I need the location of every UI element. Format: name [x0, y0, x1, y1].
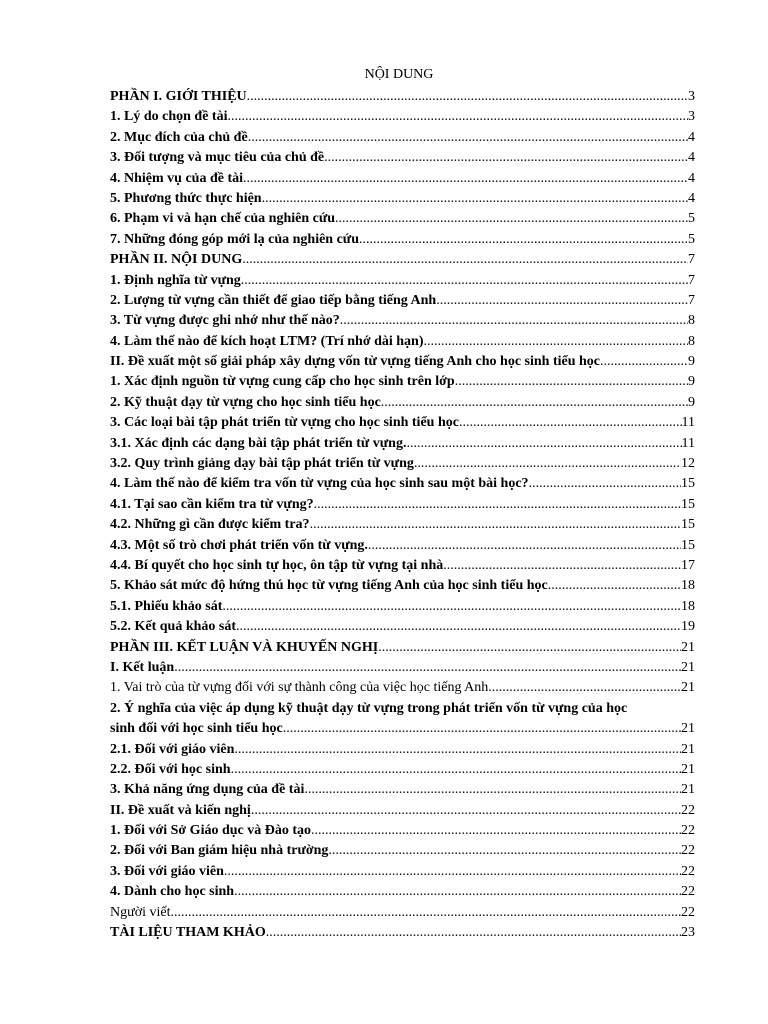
dot-leader — [222, 597, 681, 617]
toc-entry[interactable] — [110, 209, 695, 229]
dot-leader — [224, 862, 681, 882]
toc-entry-label: 2.2. Đối với học sinh — [110, 761, 231, 777]
dot-leader — [455, 372, 688, 392]
toc-entry[interactable] — [110, 515, 695, 535]
toc-entry-page-number: 3 — [688, 89, 695, 104]
toc-entry-page-number: 8 — [688, 313, 695, 329]
toc-entry[interactable] — [110, 393, 695, 413]
toc-entry[interactable] — [110, 230, 695, 250]
dot-leader — [234, 740, 681, 760]
dot-leader — [406, 434, 681, 454]
toc-entry-page-number: 21 — [681, 741, 695, 757]
toc-entry-page-number: 22 — [681, 904, 695, 920]
dot-leader — [378, 638, 681, 658]
toc-entry-page-number: 21 — [681, 761, 695, 777]
toc-entry-label: TÀI LIỆU THAM KHẢO — [110, 925, 266, 941]
toc-entry-label: I. Kết luận — [110, 659, 175, 675]
toc-entry[interactable] — [110, 474, 695, 494]
toc-entry-label: sinh đối với học sinh tiểu học — [110, 721, 283, 737]
toc-entry-label: 6. Phạm vi và hạn chế của nghiên cứu — [110, 211, 336, 227]
dot-leader — [227, 107, 688, 127]
toc-entry-label: 3.2. Quy trình giảng dạy bài tập phát triển từ vựng — [110, 456, 414, 472]
toc-entry[interactable] — [110, 597, 695, 617]
toc-entry-label: PHẦN I. GIỚI THIỆU — [110, 89, 247, 104]
toc-entry-label: PHẦN II. NỘI DUNG — [110, 252, 243, 268]
toc-entry[interactable] — [110, 903, 695, 923]
dot-leader — [529, 474, 681, 494]
toc-entry[interactable] — [110, 678, 695, 698]
toc-entry-label: 4.1. Tại sao cần kiểm tra từ vựng? — [110, 496, 314, 512]
toc-entry[interactable] — [110, 862, 695, 882]
toc-entry[interactable] — [110, 250, 695, 270]
toc-entry[interactable] — [110, 372, 695, 392]
toc-entry[interactable] — [110, 638, 695, 658]
dot-leader — [328, 841, 681, 861]
dot-leader — [381, 393, 688, 413]
toc-entry[interactable] — [110, 352, 695, 372]
toc-entry-label: 3. Các loại bài tập phát triển từ vựng cho học sinh tiểu học — [110, 415, 459, 431]
dot-leader — [283, 719, 681, 739]
toc-entry-label: 1. Lý do chọn đề tài — [110, 109, 228, 125]
toc-entry-label-line1: 2. Ý nghĩa của việc áp dụng kỹ thuật dạy từ vựng trong phát triển vốn từ vựng của học — [110, 700, 628, 716]
dot-leader — [443, 556, 681, 576]
dot-leader — [234, 882, 681, 902]
toc-entry-label: 2. Mục đích của chủ đề — [110, 129, 248, 145]
dot-leader — [247, 87, 688, 107]
toc-entry-page-number: 18 — [681, 598, 695, 614]
toc-entry[interactable] — [110, 413, 695, 433]
toc-entry-label: 2. Kỹ thuật dạy từ vựng cho học sinh tiểu học — [110, 394, 381, 410]
toc-entry-page-number: 21 — [681, 659, 695, 675]
toc-entry-label: 1. Định nghĩa từ vựng — [110, 272, 241, 288]
toc-entry-page-number: 22 — [681, 802, 695, 818]
toc-entry-label: 4. Làm thế nào để kiểm tra vốn từ vựng của học sinh sau một bài học? — [110, 476, 529, 492]
toc-entry-label: 5. Phương thức thực hiện — [110, 190, 262, 206]
toc-entry-label: 2.1. Đối với giáo viên — [110, 741, 235, 757]
toc-entry[interactable] — [110, 434, 695, 454]
dot-leader — [236, 617, 681, 637]
toc-entry[interactable] — [110, 882, 695, 902]
toc-entry-page-number: 9 — [688, 374, 695, 390]
toc-entry-page-number: 5 — [688, 231, 695, 247]
toc-entry-page-number: 22 — [681, 823, 695, 839]
toc-entry-page-number: 4 — [688, 190, 695, 206]
dot-leader — [324, 148, 688, 168]
toc-entry-label: II. Đề xuất và kiến nghị — [110, 802, 251, 818]
toc-entry-page-number: 4 — [688, 150, 695, 166]
toc-entry[interactable] — [110, 556, 695, 576]
toc-entry-label: 3. Từ vựng được ghi nhớ như thế nào? — [110, 313, 340, 329]
toc-entry-page-number: 22 — [681, 884, 695, 900]
toc-entry-label: 1. Vai trò của từ vựng đối với sự thành công của việc học tiếng Anh — [110, 680, 489, 696]
toc-entry-label: 4.4. Bí quyết cho học sinh tự học, ôn tập từ vựng tại nhà — [110, 557, 444, 573]
dot-leader — [459, 413, 682, 433]
dot-leader — [368, 536, 681, 556]
dot-leader — [414, 454, 681, 474]
toc-entry-page-number: 12 — [681, 456, 695, 472]
toc-entry[interactable] — [110, 923, 695, 943]
dot-leader — [314, 495, 681, 515]
toc-entry[interactable] — [110, 821, 695, 841]
toc-entry[interactable] — [110, 841, 695, 861]
toc-entry-page-number: 22 — [681, 863, 695, 879]
toc-entry[interactable] — [110, 760, 695, 780]
toc-entry[interactable] — [110, 107, 695, 127]
toc-entry-page-number: 7 — [688, 292, 695, 308]
toc-entry[interactable] — [110, 617, 695, 637]
toc-entry[interactable] — [110, 658, 695, 678]
toc-entry-label: PHẦN III. KẾT LUẬN VÀ KHUYẾN NGHỊ — [110, 639, 379, 655]
dot-leader — [174, 658, 681, 678]
toc-entry[interactable] — [110, 148, 695, 168]
toc-entry[interactable] — [110, 169, 695, 189]
toc-entry-label: 4. Làm thế nào để kích hoạt LTM? (Trí nhớ dài hạn) — [110, 333, 424, 349]
toc-entry-label: 2. Đối với Ban giám hiệu nhà trường — [110, 843, 329, 859]
toc-entry-label: 7. Những đóng góp mới lạ của nghiên cứu — [110, 231, 359, 247]
toc-entry-page-number: 11 — [681, 435, 695, 451]
dot-leader — [311, 821, 681, 841]
toc-entry[interactable] — [110, 780, 695, 800]
toc-entry-page-number: 18 — [681, 578, 695, 594]
toc-entry-label: 3. Đối với giáo viên — [110, 863, 224, 879]
toc-entry-label: 5. Khảo sát mức độ hứng thú học từ vựng tiếng Anh của học sinh tiểu học — [110, 578, 548, 594]
dot-leader — [242, 250, 688, 270]
toc-entry-label: 1. Xác định nguồn từ vựng cung cấp cho học sinh trên lớp — [110, 374, 455, 390]
dot-leader — [243, 169, 688, 189]
toc-title: NỘI DUNG — [364, 67, 434, 82]
dot-leader — [266, 923, 681, 943]
dot-leader — [170, 903, 681, 923]
toc-entry-page-number: 15 — [681, 537, 695, 553]
toc-entry-page-number: 15 — [681, 496, 695, 512]
toc-entry-page-number: 21 — [681, 680, 695, 696]
dot-leader — [359, 230, 688, 250]
toc-entry-page-number: 17 — [681, 557, 695, 573]
toc-entry-page-number: 15 — [681, 517, 695, 533]
toc-entry-page-number: 9 — [688, 354, 695, 370]
dot-leader — [423, 332, 688, 352]
toc-entry-page-number: 11 — [681, 415, 695, 431]
toc-entry-label: 5.1. Phiếu khảo sát — [110, 598, 223, 614]
toc-entry-label-line2 — [110, 719, 695, 739]
toc-entry-label: 5.2. Kết quả khảo sát — [110, 619, 237, 635]
toc-entry[interactable] — [110, 495, 695, 515]
toc-entry[interactable] — [110, 271, 695, 291]
toc-entry[interactable] — [110, 291, 695, 311]
toc-entry-page-number: 22 — [681, 843, 695, 859]
dot-leader — [304, 780, 681, 800]
toc-entry-page-number: 4 — [688, 129, 695, 145]
toc-entry-page-number: 21 — [681, 639, 695, 655]
toc-entry-page-number: 3 — [688, 109, 695, 125]
toc-entry[interactable] — [110, 699, 695, 740]
toc-entry-page-number: 21 — [681, 721, 695, 737]
dot-leader — [310, 515, 681, 535]
toc-entry[interactable] — [110, 128, 695, 148]
toc-entry-page-number: 4 — [688, 170, 695, 186]
toc-entry-page-number: 5 — [688, 211, 695, 227]
toc-entry[interactable] — [110, 332, 695, 352]
toc-entry-page-number: 15 — [681, 476, 695, 492]
dot-leader — [600, 352, 688, 372]
toc-entry-label: II. Đề xuất một số giải pháp xây dựng vốn từ vựng tiếng Anh cho học sinh tiểu học — [110, 354, 601, 370]
toc-entry[interactable] — [110, 189, 695, 209]
dot-leader — [251, 801, 681, 821]
toc-entry-page-number: 21 — [681, 782, 695, 798]
toc-entry[interactable] — [110, 311, 695, 331]
dot-leader — [241, 271, 688, 291]
toc-entry-label: 4. Nhiệm vụ của đề tài — [110, 170, 243, 186]
toc-entry-label: 4. Dành cho học sinh — [110, 884, 235, 900]
toc-entry-label: 1. Đối với Sở Giáo dục và Đào tạo — [110, 823, 312, 839]
toc-entry-label: 3. Đối tượng và mục tiêu của chủ đề — [110, 150, 325, 166]
toc-entry[interactable] — [110, 454, 695, 474]
toc-entry-page-number: 19 — [681, 619, 695, 635]
toc-entry[interactable] — [110, 87, 695, 107]
toc-entry-label: 2. Lượng từ vựng cần thiết để giao tiếp bằng tiếng Anh — [110, 292, 437, 308]
toc-entry-label: 3.1. Xác định các dạng bài tập phát triển từ vựng. — [110, 435, 407, 451]
toc-entry-label: 3. Khả năng ứng dụng của đề tài — [110, 782, 305, 798]
toc-entry[interactable] — [110, 536, 695, 556]
toc-entry[interactable] — [110, 801, 695, 821]
toc-entry-page-number: 8 — [688, 333, 695, 349]
toc-entry-page-number: 23 — [681, 925, 695, 941]
toc-entry-page-number: 7 — [688, 252, 695, 268]
toc-entry[interactable] — [110, 576, 695, 596]
dot-leader — [231, 760, 681, 780]
dot-leader — [262, 189, 688, 209]
dot-leader — [548, 576, 681, 596]
toc-entry-page-number: 9 — [688, 394, 695, 410]
dot-leader — [340, 311, 688, 331]
toc-entry[interactable] — [110, 740, 695, 760]
dot-leader — [248, 128, 688, 148]
toc-entry-label: 4.2. Những gì cần được kiểm tra? — [110, 517, 310, 533]
toc-entry-label: 4.3. Một số trò chơi phát triển vốn từ vựng. — [110, 537, 368, 553]
toc-entry-label: Người viết — [110, 904, 171, 920]
table-of-contents — [110, 87, 695, 943]
dot-leader — [436, 291, 688, 311]
dot-leader — [335, 209, 688, 229]
toc-entry-page-number: 7 — [688, 272, 695, 288]
dot-leader — [488, 678, 681, 698]
